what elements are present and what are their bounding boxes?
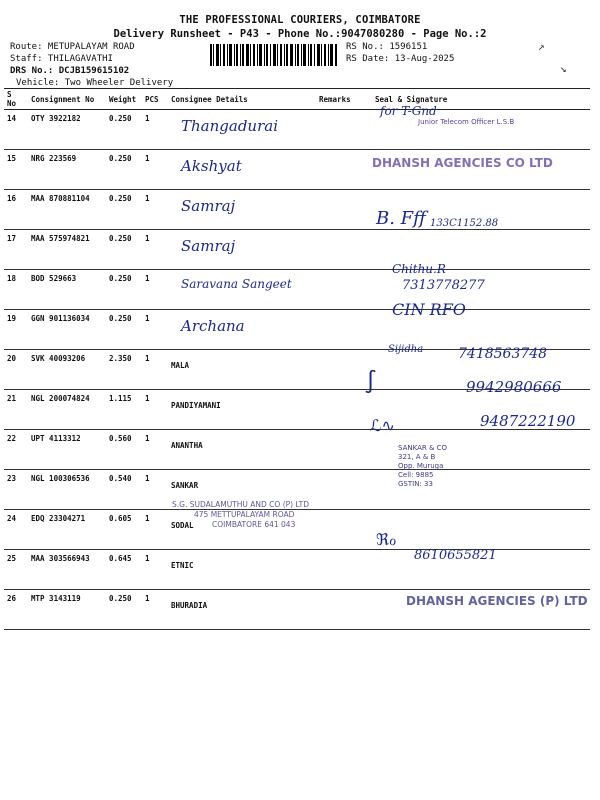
cell-remarks — [316, 110, 372, 150]
handwritten-name: Akshyat — [181, 157, 242, 175]
cell-sno: 20 — [4, 350, 28, 390]
cell-consignment: MAA 575974821 — [28, 230, 106, 270]
scribble-r22: ℒ∿ — [370, 416, 395, 435]
cell-remarks — [316, 230, 372, 270]
cell-consignment: MAA 303566943 — [28, 550, 106, 590]
cell-consignment: NGL 100306536 — [28, 470, 106, 510]
cell-consignee — [168, 270, 316, 310]
signature-r18b: 7313778277 — [402, 278, 485, 293]
signature-r21: 9942980666 — [466, 378, 562, 396]
consignee-print: PANDIYAMANI — [171, 401, 221, 410]
vehicle: Vehicle: Two Wheeler Delivery — [16, 78, 174, 88]
cell-weight: 0.645 — [106, 550, 142, 590]
signature-r17a: B. Fff — [376, 208, 426, 229]
cell-pcs: 1 — [142, 430, 168, 470]
cell-remarks — [316, 270, 372, 310]
handwritten-name: Thangadurai — [181, 117, 278, 135]
scribble-r25: ℜℴ — [376, 530, 397, 549]
cell-consignment: NGL 200074824 — [28, 390, 106, 430]
cell-remarks — [316, 590, 372, 630]
cell-consignee — [168, 430, 316, 470]
cell-consignee — [168, 190, 316, 230]
signature-r20b: 7418563748 — [458, 346, 548, 362]
scribble-r21: ∫ — [364, 370, 378, 395]
table-row — [4, 310, 590, 350]
cell-weight: 0.605 — [106, 510, 142, 550]
rs-date: RS Date: 13-Aug-2025 — [346, 54, 455, 64]
cell-sno: 16 — [4, 190, 28, 230]
stamp-r23-line3: Opp. Muruga — [398, 462, 444, 470]
cell-pcs: 1 — [142, 230, 168, 270]
stamp-r15: DHANSH AGENCIES CO LTD — [372, 156, 553, 170]
col-remarks: Remarks — [316, 89, 372, 110]
cell-consignment: GGN 901136034 — [28, 310, 106, 350]
staff: Staff: THILAGAVATHI — [10, 54, 113, 64]
cell-sno: 26 — [4, 590, 28, 630]
cell-sno: 22 — [4, 430, 28, 470]
cell-remarks — [316, 390, 372, 430]
cell-consignment: MTP 3143119 — [28, 590, 106, 630]
cell-consignee — [168, 350, 316, 390]
cell-weight: 0.250 — [106, 310, 142, 350]
table-header-row — [4, 89, 590, 110]
cell-consignment: BOD 529663 — [28, 270, 106, 310]
cell-remarks — [316, 550, 372, 590]
cell-remarks — [316, 310, 372, 350]
cell-consignment: OTY 3922182 — [28, 110, 106, 150]
cell-remarks — [316, 470, 372, 510]
cell-weight: 0.250 — [106, 110, 142, 150]
table-row — [4, 110, 590, 150]
stamp-r24-line3: COIMBATORE 641 043 — [212, 520, 296, 529]
consignee-print: ETNIC — [171, 561, 194, 570]
cell-signature — [372, 510, 590, 550]
stamp-r23 — [398, 444, 447, 489]
cell-consignment: NRG 223569 — [28, 150, 106, 190]
subtitle: Delivery Runsheet - P43 - Phone No.:9047080280 - Page No.:2 — [113, 28, 487, 40]
table-row — [4, 190, 590, 230]
stamp-r24 — [172, 500, 309, 530]
cell-weight: 0.560 — [106, 430, 142, 470]
cell-pcs: 1 — [142, 470, 168, 510]
signature-r14: for T-Gnd — [380, 104, 437, 118]
col-sno: S No — [4, 89, 28, 110]
barcode — [210, 44, 338, 66]
cell-pcs: 1 — [142, 590, 168, 630]
cell-weight: 0.250 — [106, 230, 142, 270]
cell-pcs: 1 — [142, 310, 168, 350]
handwritten-name: Samraj — [181, 237, 236, 255]
cell-pcs: 1 — [142, 550, 168, 590]
cell-consignee — [168, 550, 316, 590]
stamp-r24-line2: 475 METTUPALAYAM ROAD — [194, 510, 295, 519]
cell-consignee — [168, 110, 316, 150]
signature-r25: 8610655821 — [414, 548, 497, 563]
cell-consignment: EDQ 23304271 — [28, 510, 106, 550]
stamp-r26: DHANSH AGENCIES (P) LTD — [406, 594, 588, 608]
stamp-r23-line1: SANKAR & CO — [398, 444, 448, 452]
cell-weight: 0.250 — [106, 150, 142, 190]
cell-weight: 0.250 — [106, 590, 142, 630]
signature-r17b: 133C1152.88 — [430, 218, 499, 229]
table-row — [4, 270, 590, 310]
stamp-r23-line2: 321, A & B — [398, 453, 436, 461]
cell-pcs: 1 — [142, 190, 168, 230]
title: THE PROFESSIONAL COURIERS, COIMBATORE — [179, 14, 421, 26]
cell-remarks — [316, 510, 372, 550]
table-row — [4, 230, 590, 270]
col-consignee: Consignee Details — [168, 89, 316, 110]
cell-sno: 25 — [4, 550, 28, 590]
cell-consignee — [168, 230, 316, 270]
corner-mark-mid: ↘ — [560, 62, 567, 75]
stamp-r23-line5: GSTIN: 33 — [398, 480, 433, 488]
cell-sno: 19 — [4, 310, 28, 350]
col-signature: Seal & Signature — [372, 89, 590, 110]
cell-consignee — [168, 150, 316, 190]
cell-weight: 1.115 — [106, 390, 142, 430]
signature-r20a: Sijidha — [388, 344, 424, 355]
signature-r18a: Chithu.R — [392, 262, 446, 276]
cell-sno: 21 — [4, 390, 28, 430]
consignee-print: SANKAR — [171, 481, 199, 490]
cell-consignment: SVK 40093206 — [28, 350, 106, 390]
consignee-print: SODAL — [171, 521, 194, 530]
cell-weight: 0.250 — [106, 270, 142, 310]
corner-mark-top: ↗ — [538, 40, 545, 53]
cell-weight: 0.250 — [106, 190, 142, 230]
signature-r19: CIN RFO — [392, 300, 466, 319]
col-consignment: Consignment No — [28, 89, 106, 110]
cell-sno: 14 — [4, 110, 28, 150]
route: Route: METUPALAYAM ROAD — [10, 42, 135, 52]
cell-pcs: 1 — [142, 350, 168, 390]
cell-sno: 24 — [4, 510, 28, 550]
cell-consignee — [168, 310, 316, 350]
cell-remarks — [316, 150, 372, 190]
col-weight: Weight — [106, 89, 142, 110]
rs-no: RS No.: 1596151 — [346, 42, 428, 52]
table-row — [4, 550, 590, 590]
cell-consignment: MAA 870881104 — [28, 190, 106, 230]
handwritten-name: Archana — [181, 317, 245, 335]
cell-consignment: UPT 4113312 — [28, 430, 106, 470]
cell-sno: 23 — [4, 470, 28, 510]
cell-sno: 17 — [4, 230, 28, 270]
stamp-r14: Junior Telecom Officer L.S.B — [418, 118, 515, 126]
handwritten-name: Samraj — [181, 197, 236, 215]
cell-sno: 15 — [4, 150, 28, 190]
table-row — [4, 430, 590, 470]
col-pcs: PCS — [142, 89, 168, 110]
signature-r22: 9487222190 — [480, 412, 576, 430]
cell-weight: 0.540 — [106, 470, 142, 510]
consignee-print: ANANTHA — [171, 441, 203, 450]
cell-remarks — [316, 430, 372, 470]
consignee-print: BHURADIA — [171, 601, 208, 610]
cell-consignee — [168, 590, 316, 630]
handwritten-name: Saravana Sangeet — [181, 277, 292, 291]
cell-remarks — [316, 190, 372, 230]
stamp-r23-line4: Cell: 9885 — [398, 471, 434, 479]
consignee-print: MALA — [171, 361, 190, 370]
cell-pcs: 1 — [142, 510, 168, 550]
cell-pcs: 1 — [142, 110, 168, 150]
cell-consignee — [168, 390, 316, 430]
stamp-r24-line1: S.G. SUDALAMUTHU AND CO (P) LTD — [172, 500, 309, 509]
cell-pcs: 1 — [142, 390, 168, 430]
cell-weight: 2.350 — [106, 350, 142, 390]
cell-sno: 18 — [4, 270, 28, 310]
cell-pcs: 1 — [142, 150, 168, 190]
cell-pcs: 1 — [142, 270, 168, 310]
drs-no: DRS No.: DCJB159615102 — [10, 66, 130, 76]
